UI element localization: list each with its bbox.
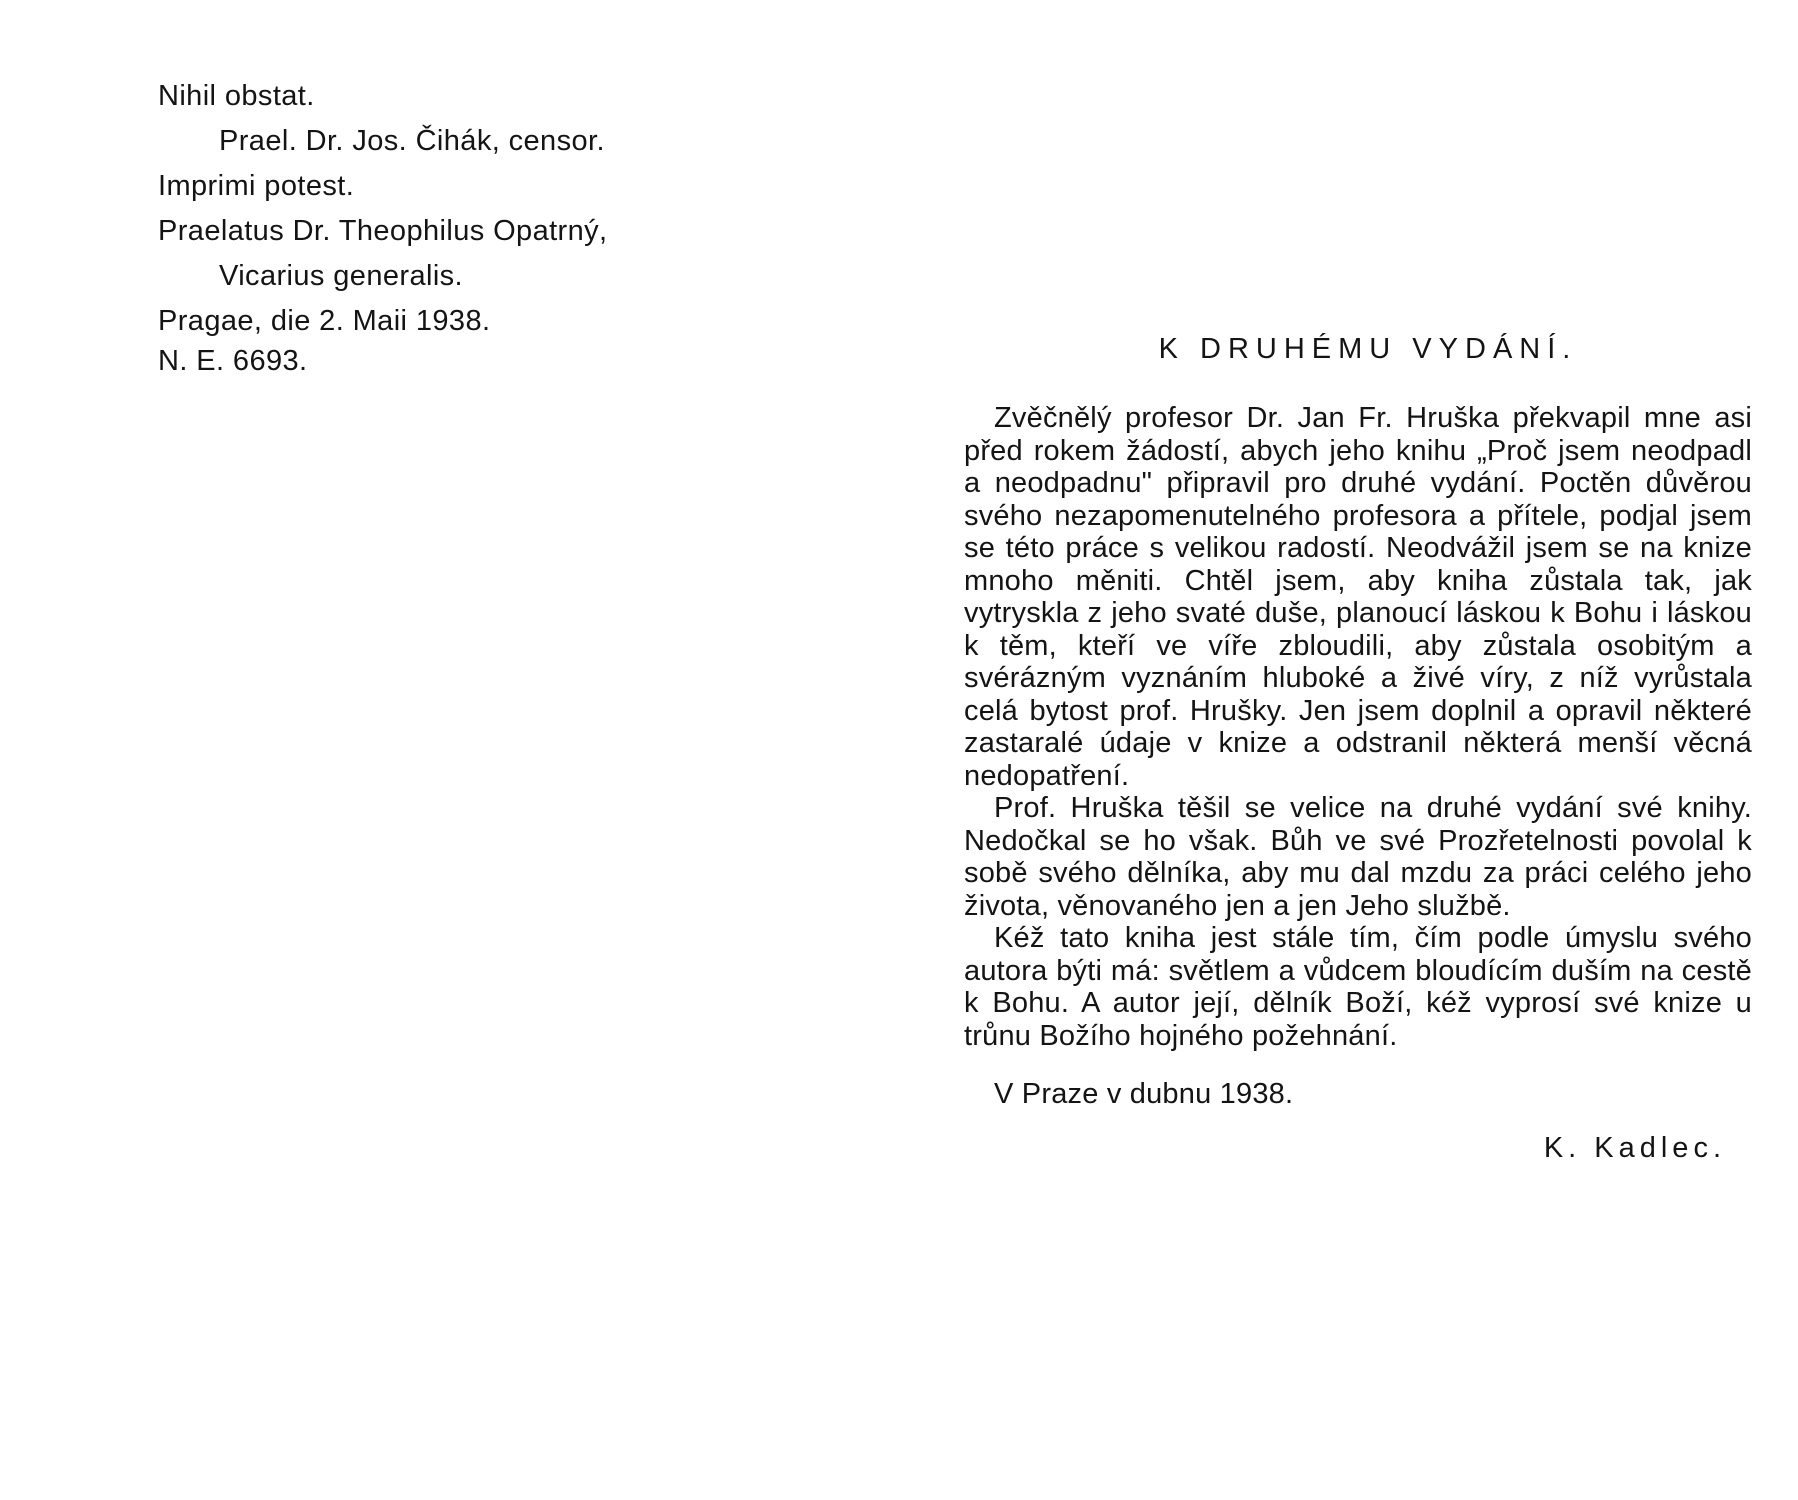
nihil-obstat-line: Nihil obstat.: [158, 80, 315, 112]
imprimi-potest-line: Imprimi potest.: [158, 170, 355, 202]
vicarius-line: Vicarius generalis.: [219, 260, 464, 292]
reference-number-line: N. E. 6693.: [158, 345, 308, 377]
preface-heading: K DRUHÉMU VYDÁNÍ.: [1158, 333, 1578, 365]
place-date: V Praze v dubnu 1938.: [994, 1078, 1294, 1110]
preface-paragraph-3: Kéž tato kniha jest stále tím, čím podle úmyslu svého autora býti má: světlem a vůdcem bloudícím duším na cestě k Bohu. A autor její, dělník Boží, kéž vyprosí své knize u trůnu Božího hojného požehnání.: [964, 922, 1752, 1052]
author-signature: K. Kadlec.: [1543, 1132, 1726, 1164]
censor-line: Prael. Dr. Jos. Čihák, censor.: [219, 125, 605, 157]
left-page-imprimatur: [158, 74, 798, 379]
date-line: Pragae, die 2. Maii 1938.: [158, 305, 491, 337]
preface-paragraph-1: Zvěčnělý profesor Dr. Jan Fr. Hruška překvapil mne asi před rokem žádostí, abych jeho knihu „Proč jsem neodpadl a neodpadnu" připravil pro druhé vydání. Poctěn důvěrou svého nezapomenutelného profesora a přítele, podjal jsem se této práce s velikou radostí. Neodvážil jsem se na knize mnoho měniti. Chtěl jsem, aby kniha zůstala tak, jak vytryskla z jeho svaté duše, planoucí láskou k Bohu i láskou k těm, kteří ve víře zbloudili, aby zůstala osobitým a svérázným vyznáním hluboké a živé víry, z níž vyrůstala celá bytost prof. Hrušky. Jen jsem doplnil a opravil některé zastaralé údaje v knize a odstranil některá menší věcná nedopatření.: [964, 402, 1752, 792]
praelatus-line: Praelatus Dr. Theophilus Opatrný,: [158, 215, 608, 247]
right-page-preface: [964, 333, 1752, 1164]
preface-paragraph-2: Prof. Hruška těšil se velice na druhé vydání své knihy. Nedočkal se ho však. Bůh ve své Prozřetelnosti povolal k sobě svého dělníka, aby mu dal mzdu za práci celého jeho života, věnovaného jen a jen Jeho službě.: [964, 792, 1752, 922]
